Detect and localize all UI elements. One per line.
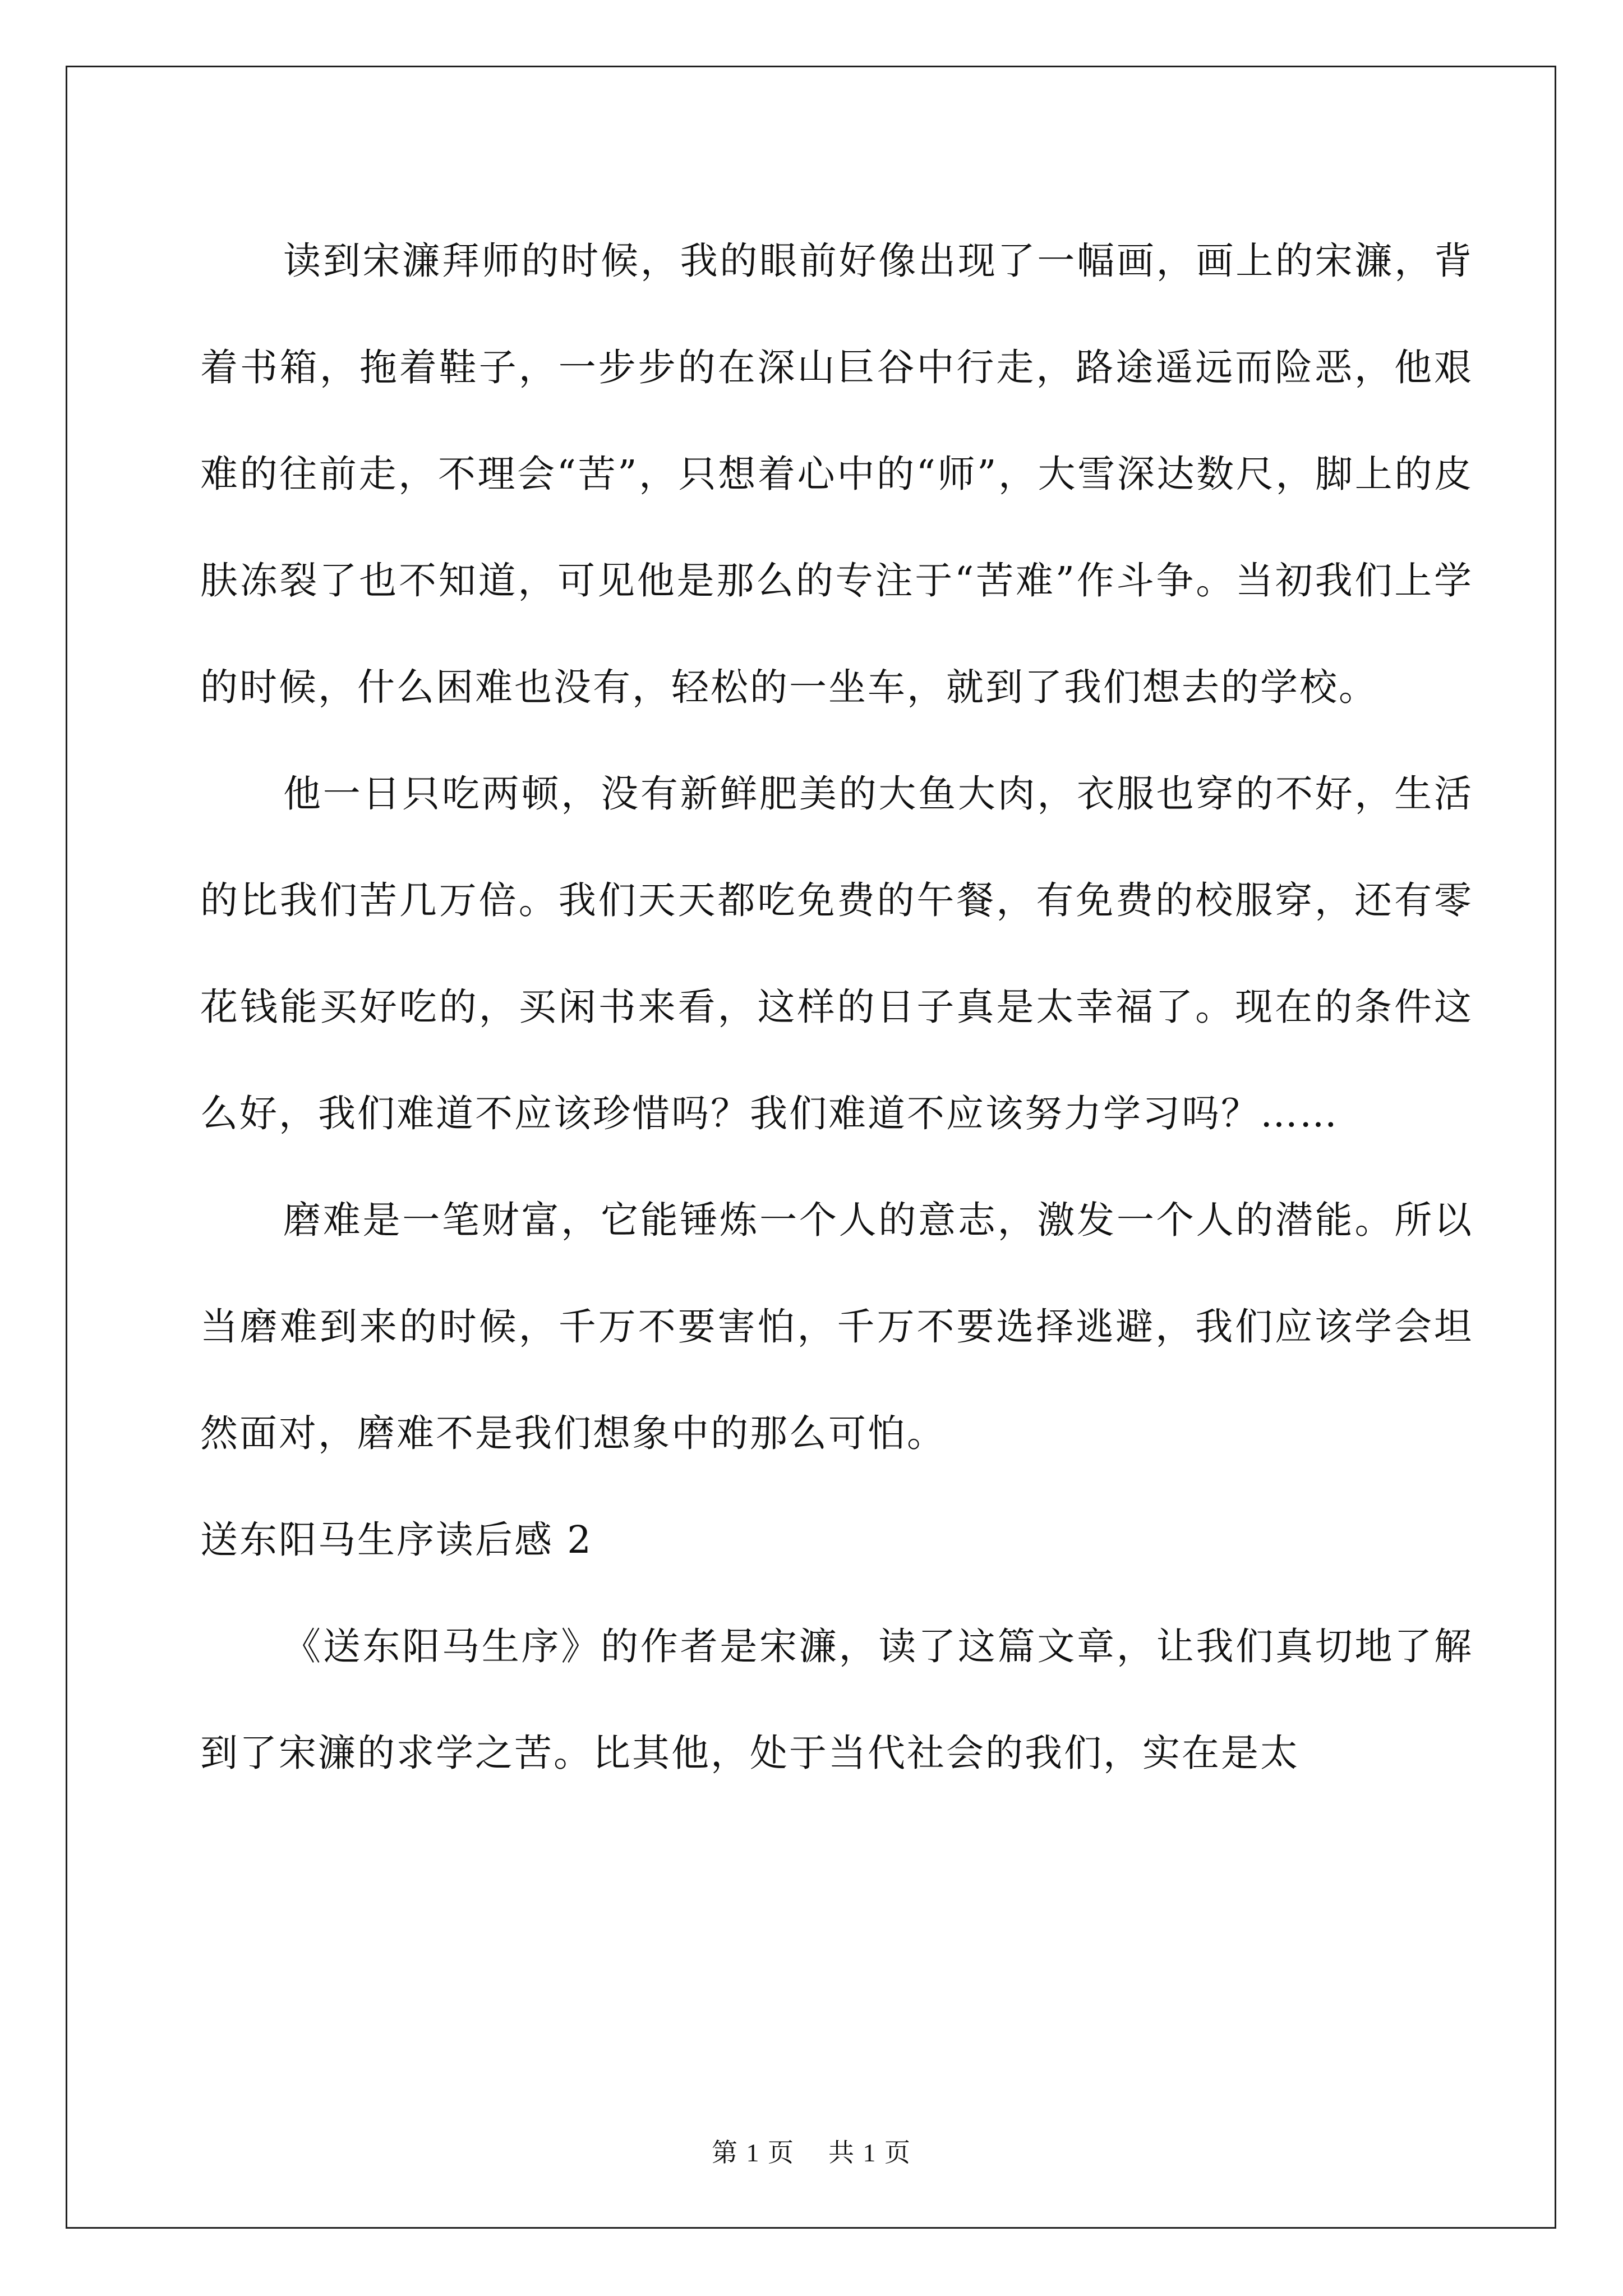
paragraph-4: 《送东阳马生序》的作者是宋濂，读了这篇文章，让我们真切地了解到了宋濂的求学之苦。比其他，处于当代社会的我们，实在是太 [200,1625,1473,1775]
paragraph-1: 读到宋濂拜师的时候，我的眼前好像出现了一幅画，画上的宋濂，背着书箱，拖着鞋子，一步步的在深山巨谷中行走，路途遥远而险恶，他艰难的往前走，不理会“苦”，只想着心中的“师”，大雪深达数尺，脚上的皮肤冻裂了也不知道，可见他是那么的专注于“苦难”作斗争。当初我们上学的时候，什么困难也没有，轻松的一坐车，就到了我们想去的学校。 [200,239,1473,709]
section-heading: 送东阳马生序读后感 2 [200,1518,593,1562]
page-number-current: 第 1 页 [712,2138,795,2167]
document-body [200,208,1473,1806]
page-footer [0,2136,1623,2170]
page-number-total: 共 1 页 [828,2138,911,2167]
paragraph-2: 他一日只吃两顿，没有新鲜肥美的大鱼大肉，衣服也穿的不好，生活的比我们苦几万倍。我们天天都吃免费的午餐，有免费的校服穿，还有零花钱能买好吃的，买闲书来看，这样的日子真是太幸福了。现在的条件这么好，我们难道不应该珍惜吗？我们难道不应该努力学习吗？…… [200,772,1473,1135]
paragraph-3: 磨难是一笔财富，它能锤炼一个人的意志，激发一个人的潜能。所以当磨难到来的时候，千万不要害怕，千万不要选择逃避，我们应该学会坦然面对，磨难不是我们想象中的那么可怕。 [200,1198,1473,1455]
